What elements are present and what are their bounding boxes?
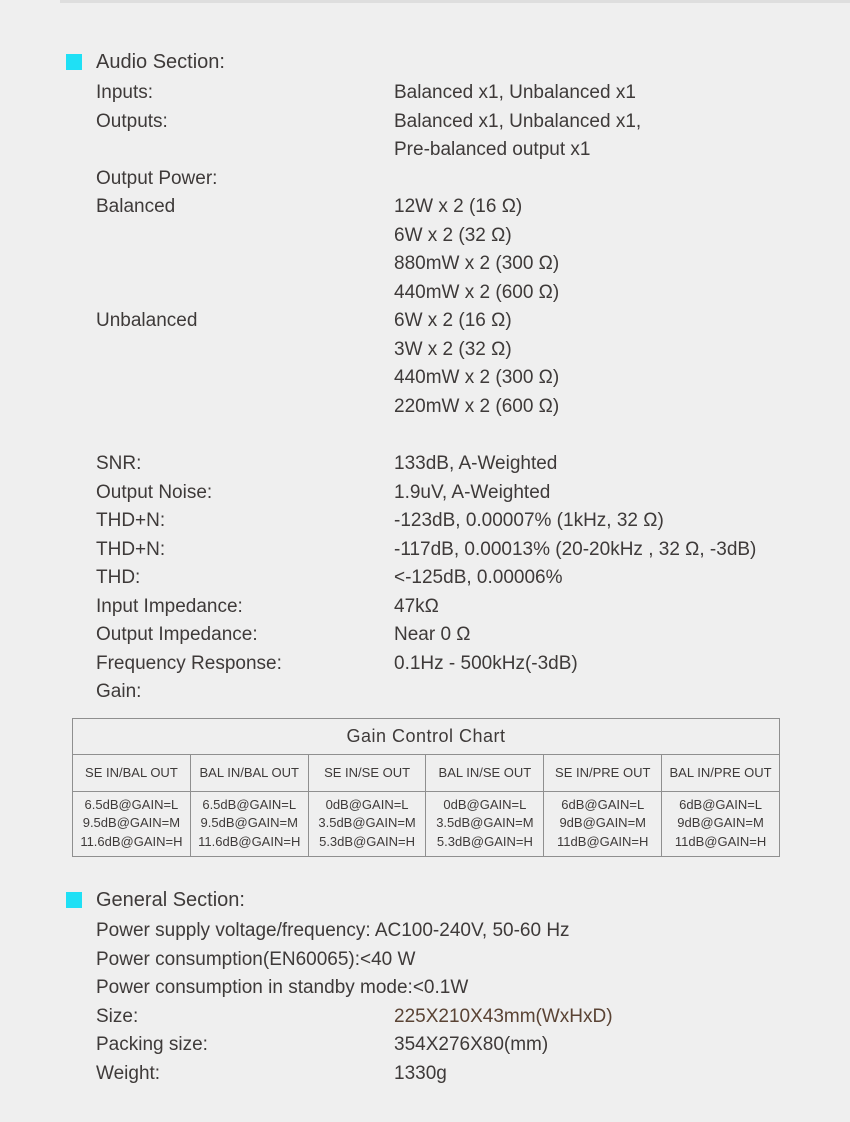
spec-label: Outputs: — [96, 110, 168, 132]
top-edge-strip — [60, 0, 850, 3]
gain-value: 11.6dB@GAIN=H — [80, 833, 183, 849]
audio-spec-rows — [0, 79, 850, 707]
spec-row — [0, 136, 850, 165]
spec-row — [0, 1060, 850, 1089]
spec-row — [0, 165, 850, 194]
spec-label — [0, 136, 394, 165]
spec-label: Gain: — [96, 681, 142, 702]
gain-control-chart-table — [72, 718, 780, 858]
spec-row — [0, 450, 850, 479]
spec-value: <-125dB, 0.00006% — [394, 567, 563, 588]
spec-label: SNR: — [96, 453, 142, 474]
spec-row — [0, 250, 850, 279]
gain-chart-title: Gain Control Chart — [73, 718, 780, 754]
gain-column-header: SE IN/BAL OUT — [73, 754, 191, 791]
gain-value: 3.5dB@GAIN=M — [436, 815, 534, 830]
spec-value: -117dB, 0.00013% (20-20kHz , 32 Ω, -3dB) — [394, 538, 757, 560]
gain-value: 5.3dB@GAIN=H — [436, 833, 533, 849]
spec-label: Inputs: — [96, 82, 154, 103]
spec-row — [0, 364, 850, 393]
spec-value: Balanced x1, Unbalanced x1, — [394, 110, 642, 132]
packing-size-value: 354X276X80(mm) — [394, 1034, 549, 1055]
gain-cell — [662, 791, 780, 857]
gain-value: 6dB@GAIN=L — [561, 796, 645, 812]
gain-value: 6dB@GAIN=L — [679, 796, 763, 812]
spec-value — [394, 678, 850, 707]
gain-column-header: SE IN/PRE OUT — [544, 754, 662, 791]
spec-value: 440mW x 2 (600 Ω) — [394, 281, 560, 303]
general-line: Power supply voltage/frequency: AC100-240V, 50-60 Hz — [96, 920, 570, 941]
spec-value: 1.9uV, A-Weighted — [394, 481, 551, 503]
spec-label: Input Impedance: — [96, 595, 243, 617]
gain-title-row — [73, 718, 780, 754]
gain-value: 11dB@GAIN=H — [674, 833, 767, 849]
spec-label: THD+N: — [96, 538, 166, 560]
gain-column-header: SE IN/SE OUT — [308, 754, 426, 791]
spec-label — [0, 336, 394, 365]
gain-value: 11dB@GAIN=H — [557, 833, 649, 849]
spec-row — [0, 479, 850, 508]
audio-section-header — [0, 50, 850, 74]
spec-row — [0, 593, 850, 622]
spec-value: 133dB, A-Weighted — [394, 453, 558, 474]
spec-value: 6W x 2 (16 Ω) — [394, 310, 512, 331]
spec-row — [0, 279, 850, 308]
gain-cell — [190, 791, 308, 857]
spec-value: 3W x 2 (32 Ω) — [394, 338, 512, 360]
gain-column-header: BAL IN/BAL OUT — [190, 754, 308, 791]
gain-value: 5.3dB@GAIN=H — [319, 833, 416, 849]
gain-column-header: BAL IN/SE OUT — [426, 754, 544, 791]
spec-value: Balanced x1, Unbalanced x1 — [394, 82, 636, 103]
spec-label — [0, 364, 394, 393]
gain-cell — [73, 791, 191, 857]
spec-row — [0, 193, 850, 222]
general-section-header — [0, 888, 850, 912]
gain-value: 11.6dB@GAIN=H — [198, 833, 301, 849]
spec-value: Pre-balanced output x1 — [394, 139, 591, 160]
gain-value: 3.5dB@GAIN=M — [318, 815, 416, 830]
spec-value: 880mW x 2 (300 Ω) — [394, 253, 560, 274]
spec-label — [0, 222, 394, 251]
gain-cell — [308, 791, 426, 857]
gain-column-header: BAL IN/PRE OUT — [662, 754, 780, 791]
spec-row — [0, 507, 850, 536]
spec-value: 12W x 2 (16 Ω) — [394, 196, 523, 217]
spec-row — [0, 222, 850, 251]
spec-row — [0, 650, 850, 679]
spec-row — [0, 564, 850, 593]
spec-row — [0, 1031, 850, 1060]
spec-value: 0.1Hz - 500kHz(-3dB) — [394, 652, 578, 674]
gain-cell — [426, 791, 544, 857]
cyan-square-bullet-icon — [66, 54, 82, 70]
spec-label: Weight: — [96, 1062, 161, 1084]
spec-label: Output Impedance: — [96, 624, 258, 645]
spec-row — [0, 536, 850, 565]
spec-row — [0, 678, 850, 707]
spec-row — [0, 1003, 850, 1032]
spec-row — [0, 621, 850, 650]
general-line: Power consumption in standby mode:<0.1W — [96, 977, 469, 998]
spec-label: Output Power: — [96, 167, 218, 189]
spec-label: Unbalanced — [96, 310, 198, 331]
spec-row — [0, 336, 850, 365]
gain-value: 0dB@GAIN=L — [443, 796, 527, 812]
audio-section-title: Audio Section: — [96, 50, 225, 73]
gain-cell — [544, 791, 662, 857]
spec-label — [0, 393, 394, 422]
spec-label: Balanced — [96, 196, 176, 217]
general-section-title: General Section: — [96, 888, 245, 911]
weight-value: 1330g — [394, 1062, 447, 1084]
gain-value: 9dB@GAIN=M — [559, 815, 646, 830]
spec-label: Size: — [96, 1005, 139, 1027]
spec-label: Frequency Response: — [96, 652, 282, 674]
gain-values-row — [73, 791, 780, 857]
spec-label — [0, 250, 394, 279]
general-section — [0, 888, 850, 1088]
gain-value: 0dB@GAIN=L — [325, 796, 409, 812]
spec-row — [0, 79, 850, 108]
gain-value: 9.5dB@GAIN=M — [82, 815, 181, 830]
spec-label: Output Noise: — [96, 481, 213, 503]
gain-header-row — [73, 754, 780, 791]
spec-value: 6W x 2 (32 Ω) — [394, 224, 512, 246]
spec-value — [394, 165, 850, 194]
cyan-square-bullet-icon — [66, 892, 82, 908]
gain-value: 6.5dB@GAIN=L — [84, 796, 179, 812]
spec-row — [0, 108, 850, 137]
spec-value: Near 0 Ω — [394, 624, 471, 645]
spec-label: THD: — [96, 567, 141, 588]
gain-value: 9dB@GAIN=M — [677, 815, 764, 830]
gain-value: 6.5dB@GAIN=L — [202, 796, 297, 812]
spec-value: -123dB, 0.00007% (1kHz, 32 Ω) — [394, 510, 664, 531]
spec-label: Packing size: — [96, 1034, 208, 1055]
gain-value: 9.5dB@GAIN=M — [200, 815, 298, 830]
spec-row — [0, 393, 850, 422]
general-line: Power consumption(EN60065):<40 W — [96, 948, 416, 970]
size-value: 225X210X43mm(WxHxD) — [394, 1005, 613, 1027]
spec-value: 47kΩ — [394, 595, 439, 617]
spec-value: 440mW x 2 (300 Ω) — [394, 367, 560, 388]
general-spec-rows — [0, 917, 850, 1088]
spec-label: THD+N: — [96, 510, 166, 531]
spec-label — [0, 279, 394, 308]
spec-row — [0, 307, 850, 336]
spec-value: 220mW x 2 (600 Ω) — [394, 395, 560, 417]
